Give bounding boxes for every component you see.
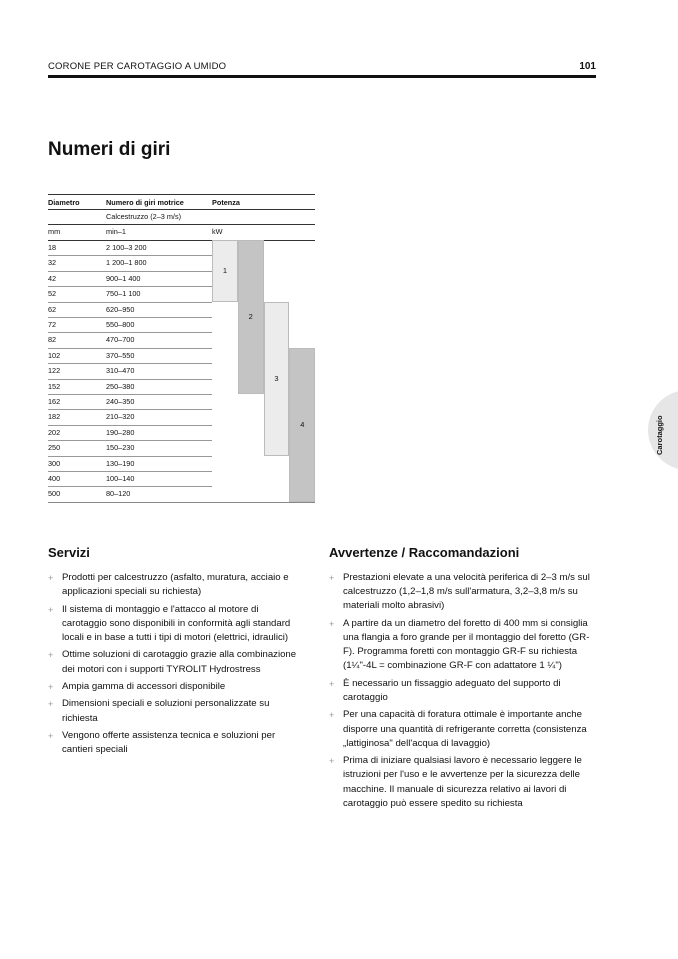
plus-bullet-icon: + bbox=[329, 756, 335, 767]
list-item bbox=[48, 680, 298, 694]
table-row bbox=[48, 286, 212, 301]
cell-diameter: 182 bbox=[48, 412, 61, 422]
table-row bbox=[48, 486, 212, 501]
plus-bullet-icon: + bbox=[329, 618, 335, 629]
list-item bbox=[48, 729, 298, 757]
power-band-label: 4 bbox=[300, 419, 305, 429]
list-item bbox=[48, 697, 298, 725]
cell-diameter: 42 bbox=[48, 273, 57, 283]
unit-diameter: mm bbox=[48, 227, 61, 236]
cell-diameter: 300 bbox=[48, 458, 61, 468]
list-item bbox=[48, 571, 298, 599]
power-band-2 bbox=[238, 240, 264, 394]
cell-diameter: 122 bbox=[48, 366, 61, 376]
list-item-text: Prima di iniziare qualsiasi lavoro è necessario leggere le istruzioni per l'uso e le avvertenze per la sicurezza delle macchine. Il manuale di sicurezza relativo ai lavori di carotaggio può essere spedito su richiesta bbox=[343, 755, 582, 809]
plus-bullet-icon: + bbox=[48, 730, 54, 741]
cell-rpm: 1 200–1 800 bbox=[106, 258, 147, 268]
list-item-text: Ampia gamma di accessori disponibile bbox=[62, 680, 226, 692]
unit-power: kW bbox=[212, 227, 223, 236]
cell-rpm: 550–800 bbox=[106, 320, 135, 329]
list-item bbox=[329, 571, 601, 614]
avvertenze-list bbox=[329, 571, 601, 814]
list-item bbox=[329, 708, 601, 751]
table-row bbox=[48, 409, 212, 424]
plus-bullet-icon: + bbox=[48, 699, 54, 710]
cell-rpm: 2 100–3 200 bbox=[106, 243, 147, 252]
table-rule bbox=[48, 502, 315, 503]
list-item-text: Prodotti per calcestruzzo (asfalto, muratura, acciaio e applicazioni speciali su richiesta) bbox=[62, 572, 289, 598]
power-band-4 bbox=[289, 348, 315, 502]
cell-rpm: 310–470 bbox=[106, 366, 135, 376]
page-number: 101 bbox=[579, 61, 596, 72]
power-band-label: 3 bbox=[274, 373, 279, 383]
cell-diameter: 62 bbox=[48, 304, 57, 314]
table-row bbox=[48, 348, 212, 363]
cell-rpm: 900–1 400 bbox=[106, 273, 141, 283]
page-title: Numeri di giri bbox=[48, 139, 171, 160]
table-row bbox=[48, 471, 212, 486]
table-row bbox=[48, 425, 212, 440]
cell-diameter: 162 bbox=[48, 397, 61, 406]
list-item-text: Il sistema di montaggio e l'attacco al motore di carotaggio sono disponibili in conformità agli standard locali e in base a tutti i tipi di motori (elettrici, idraulici) bbox=[62, 603, 291, 643]
table-row bbox=[48, 332, 212, 347]
header-section-title: CORONE PER CAROTAGGIO A UMIDO bbox=[48, 61, 227, 72]
cell-diameter: 250 bbox=[48, 443, 61, 453]
cell-diameter: 32 bbox=[48, 258, 57, 268]
cell-rpm: 620–950 bbox=[106, 304, 135, 314]
plus-bullet-icon: + bbox=[329, 573, 335, 583]
col-header-diameter: Diametro bbox=[48, 198, 80, 207]
servizi-list bbox=[48, 571, 298, 761]
cell-rpm: 190–280 bbox=[106, 427, 135, 437]
cell-rpm: 470–700 bbox=[106, 335, 135, 345]
table-subheader-row bbox=[48, 209, 315, 224]
cell-diameter: 400 bbox=[48, 474, 61, 483]
list-item bbox=[329, 754, 601, 811]
header-rule bbox=[48, 75, 596, 78]
table-units-row bbox=[48, 224, 315, 239]
list-item bbox=[329, 617, 601, 674]
cell-rpm: 210–320 bbox=[106, 412, 135, 422]
table-row bbox=[48, 394, 212, 409]
cell-rpm: 100–140 bbox=[106, 474, 135, 483]
cell-rpm: 240–350 bbox=[106, 397, 135, 406]
cell-diameter: 102 bbox=[48, 350, 61, 360]
subheader-material: Calcestruzzo (2–3 m/s) bbox=[106, 212, 182, 221]
table-row bbox=[48, 302, 212, 317]
list-item-text: Dimensioni speciali e soluzioni personalizzate su richiesta bbox=[62, 698, 270, 724]
plus-bullet-icon: + bbox=[48, 650, 54, 661]
list-item bbox=[48, 603, 298, 646]
cell-rpm: 150–230 bbox=[106, 443, 135, 453]
power-band-label: 2 bbox=[248, 312, 253, 321]
power-band-1 bbox=[212, 240, 238, 302]
plus-bullet-icon: + bbox=[48, 681, 54, 692]
list-item-text: Ottime soluzioni di carotaggio grazie alla combinazione dei motori con i supporti TYROLIT Hydrostress bbox=[62, 649, 297, 675]
cell-diameter: 72 bbox=[48, 320, 57, 329]
list-item bbox=[329, 677, 601, 705]
cell-rpm: 130–190 bbox=[106, 458, 135, 468]
table-row bbox=[48, 317, 212, 332]
cell-diameter: 82 bbox=[48, 335, 57, 345]
cell-diameter: 52 bbox=[48, 289, 57, 299]
table-row bbox=[48, 440, 212, 455]
cell-rpm: 370–550 bbox=[106, 350, 135, 360]
power-band-3 bbox=[264, 302, 290, 456]
cell-rpm: 250–380 bbox=[106, 381, 135, 391]
table-row bbox=[48, 255, 212, 270]
plus-bullet-icon: + bbox=[329, 678, 335, 689]
table-row bbox=[48, 240, 212, 255]
cell-rpm: 80–120 bbox=[106, 489, 131, 499]
list-item-text: Per una capacità di foratura ottimale è importante anche disporre una quantità di refrigerante corretta (consistenza „lattiginosa" dell'acqua di lavaggio) bbox=[343, 709, 587, 749]
cell-diameter: 18 bbox=[48, 243, 57, 252]
list-item-text: Vengono offerte assistenza tecnica e soluzioni per cantieri speciali bbox=[62, 729, 276, 756]
list-item-text: È necessario un fissaggio adeguato del supporto di carotaggio bbox=[343, 677, 561, 703]
cell-diameter: 152 bbox=[48, 381, 61, 391]
avvertenze-title: Avvertenze / Raccomandazioni bbox=[329, 545, 520, 560]
servizi-title: Servizi bbox=[48, 545, 90, 560]
col-header-rpm: Numero di giri motrice bbox=[106, 198, 184, 207]
list-item bbox=[48, 648, 298, 676]
table-row bbox=[48, 379, 212, 394]
col-header-power: Potenza bbox=[212, 198, 240, 207]
table-row bbox=[48, 363, 212, 378]
power-band-label: 1 bbox=[222, 265, 227, 275]
cell-diameter: 500 bbox=[48, 489, 61, 499]
unit-rpm: min–1 bbox=[106, 227, 126, 236]
table-row bbox=[48, 456, 212, 471]
plus-bullet-icon: + bbox=[329, 710, 335, 721]
side-tab-label: Carotaggio bbox=[655, 415, 664, 455]
cell-diameter: 202 bbox=[48, 427, 61, 437]
table-row bbox=[48, 271, 212, 286]
cell-rpm: 750–1 100 bbox=[106, 289, 141, 299]
plus-bullet-icon: + bbox=[48, 604, 54, 615]
list-item-text: A partire da un diametro del foretto di 400 mm si consiglia una flangia a foro grande per il montaggio del foretto (GR-F). Programma foretti con montaggio GR-F su richiesta (1¼"-4L = combinazione GR-F con adattatore 1 ¼") bbox=[343, 617, 590, 672]
plus-bullet-icon: + bbox=[48, 573, 54, 583]
list-item-text: Prestazioni elevate a una velocità periferica di 2–3 m/s sul calcestruzzo (1,2–1,8 m/s sull'armatura, 3,2–3,8 m/s su materiali molto abrasivi) bbox=[343, 572, 590, 612]
